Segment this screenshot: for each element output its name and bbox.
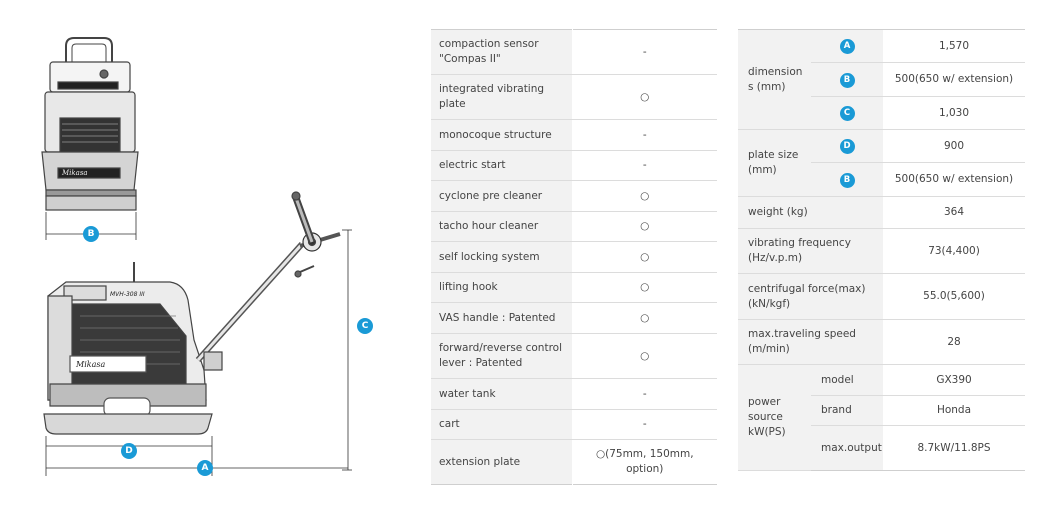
table-row: [738, 30, 1025, 63]
table-row: [431, 242, 717, 273]
spec-label-power-source: power source kW(PS): [738, 365, 811, 471]
features-table: [431, 29, 717, 485]
feature-value: ○: [572, 303, 717, 334]
spec-label-plate-size: plate size (mm): [738, 130, 811, 197]
table-row: [431, 334, 717, 379]
product-illustration: [0, 0, 420, 505]
dimension-badge-d: D: [121, 443, 137, 459]
table-row: [738, 130, 1025, 163]
dimension-badge-a: A: [197, 460, 213, 476]
feature-value: -: [572, 30, 717, 75]
feature-value: -: [572, 151, 717, 181]
spec-value: Honda: [883, 396, 1025, 426]
feature-label: self locking system: [431, 242, 572, 273]
spec-value: 900: [883, 130, 1025, 163]
feature-value: ○: [572, 334, 717, 379]
spec-value: 1,030: [883, 97, 1025, 130]
table-row: [738, 274, 1025, 320]
spec-value: 73(4,400): [883, 229, 1025, 274]
side-brand-text: Mikasa: [76, 360, 106, 369]
dimension-badge-b: B: [83, 226, 99, 242]
table-row: [431, 440, 717, 485]
front-view: [42, 38, 138, 210]
feature-label: extension plate: [431, 440, 572, 485]
spec-label-weight: weight (kg): [738, 197, 883, 229]
spec-label-dimensions: dimension s (mm): [738, 30, 811, 130]
feature-label: cyclone pre cleaner: [431, 181, 572, 212]
table-row: [431, 181, 717, 212]
table-row: [738, 365, 1025, 396]
feature-label: electric start: [431, 151, 572, 181]
feature-value: ○(75mm, 150mm, option): [572, 440, 717, 485]
spec-value: 500(650 w/ extension): [883, 163, 1025, 197]
dimension-badge: B: [840, 173, 855, 188]
dimension-badge: D: [840, 139, 855, 154]
spec-sublabel: brand: [811, 396, 883, 426]
table-row: [738, 229, 1025, 274]
feature-label: lifting hook: [431, 273, 572, 303]
spec-label-traveling-speed: max.traveling speed (m/min): [738, 320, 883, 365]
table-row: [431, 151, 717, 181]
spec-value: 8.7kW/11.8PS: [883, 426, 1025, 471]
feature-label: monocoque structure: [431, 120, 572, 151]
spec-value: 364: [883, 197, 1025, 229]
table-row: [431, 410, 717, 440]
spec-value: 28: [883, 320, 1025, 365]
front-brand-text: Mikasa: [62, 169, 88, 177]
table-row: [431, 212, 717, 242]
feature-value: ○: [572, 242, 717, 273]
feature-value: -: [572, 120, 717, 151]
dimension-badge: C: [840, 106, 855, 121]
table-row: [431, 379, 717, 410]
feature-label: cart: [431, 410, 572, 440]
feature-value: ○: [572, 273, 717, 303]
spec-value: GX390: [883, 365, 1025, 396]
spec-label-centrifugal-force: centrifugal force(max) (kN/kgf): [738, 274, 883, 320]
feature-label: compaction sensor "Compas II": [431, 30, 572, 75]
feature-value: -: [572, 379, 717, 410]
dimension-badge-c: C: [357, 318, 373, 334]
table-row: [431, 303, 717, 334]
dimension-badge: B: [840, 73, 855, 88]
feature-label: water tank: [431, 379, 572, 410]
spec-label-vibrating-frequency: vibrating frequency (Hz/v.p.m): [738, 229, 883, 274]
feature-label: VAS handle : Patented: [431, 303, 572, 334]
spec-sublabel: model: [811, 365, 883, 396]
table-row: [738, 320, 1025, 365]
feature-label: integrated vibrating plate: [431, 75, 572, 120]
table-row: [431, 120, 717, 151]
spec-sublabel: max.output: [811, 426, 883, 471]
feature-label: tacho hour cleaner: [431, 212, 572, 242]
table-row: [431, 273, 717, 303]
spec-value: 55.0(5,600): [883, 274, 1025, 320]
table-row: [738, 197, 1025, 229]
feature-label: forward/reverse control lever : Patented: [431, 334, 572, 379]
plate-compactor-drawing: [0, 0, 420, 505]
table-row: [431, 30, 717, 75]
specs-table: [738, 29, 1025, 471]
spec-value: 500(650 w/ extension): [883, 63, 1025, 97]
feature-value: -: [572, 410, 717, 440]
feature-value: ○: [572, 75, 717, 120]
side-model-text: MVH-308 III: [110, 291, 145, 298]
spec-value: 1,570: [883, 30, 1025, 63]
dimension-badge: A: [840, 39, 855, 54]
table-row: [431, 75, 717, 120]
feature-value: ○: [572, 212, 717, 242]
feature-value: ○: [572, 181, 717, 212]
